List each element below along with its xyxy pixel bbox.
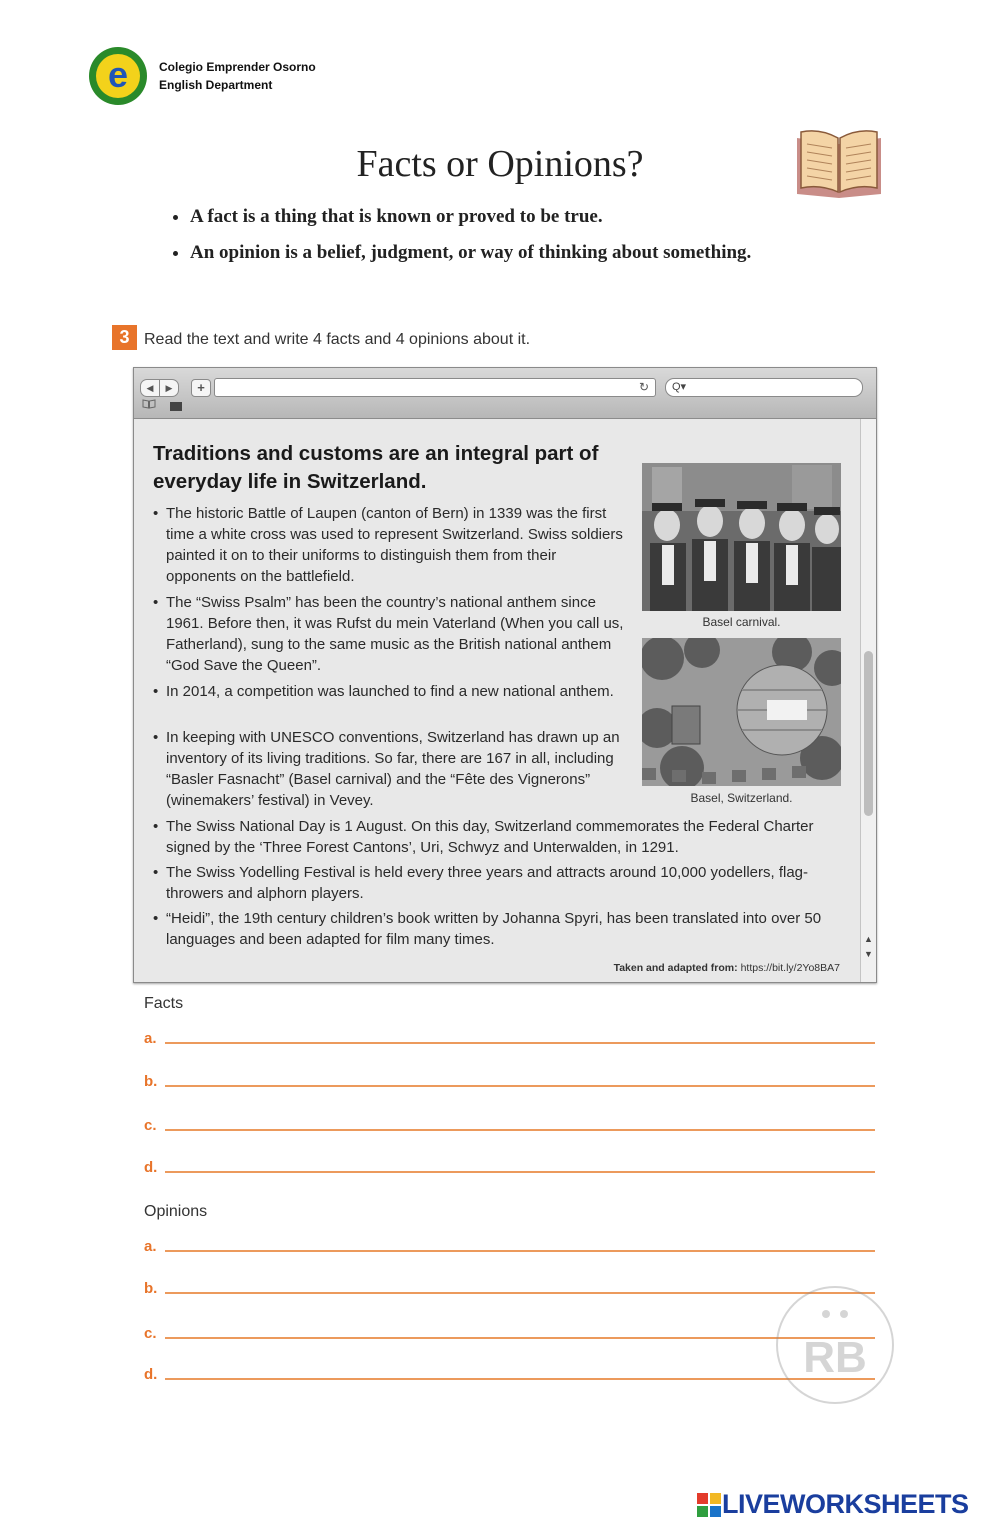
article-bullet: • In 2014, a competition was launched to find a new national anthem. bbox=[153, 683, 614, 700]
task-instruction: Read the text and write 4 facts and 4 opinions about it. bbox=[144, 331, 531, 348]
search-field[interactable] bbox=[665, 378, 863, 397]
browser-toolbar bbox=[134, 368, 876, 419]
facts-answer-line-a[interactable] bbox=[165, 1042, 875, 1044]
opinions-answer-line-a[interactable] bbox=[165, 1250, 875, 1252]
facts-answer-line-c[interactable] bbox=[165, 1129, 875, 1131]
photo-caption: Basel, Switzerland. bbox=[690, 791, 793, 805]
facts-label-a: a. bbox=[144, 1030, 157, 1047]
definition-fact: • A fact is a thing that is known or proved to be true. bbox=[190, 205, 751, 228]
liveworksheets-brand: LIVEWORKSHEETS bbox=[722, 1489, 969, 1519]
article-bullet: • The historic Battle of Laupen (canton of Bern) in 1339 was the first time a white cross was used to represent Switzerland. Swiss soldiers painted it on to their uniforms to distinguish them from their opponents on the battlefield. bbox=[153, 505, 623, 585]
opinions-label-a: a. bbox=[144, 1238, 157, 1255]
basel-carnival-photo bbox=[642, 463, 841, 611]
facts-label-d: d. bbox=[144, 1159, 158, 1176]
search-icon: Q▾ bbox=[672, 381, 687, 393]
opinions-answer-line-d[interactable] bbox=[165, 1378, 875, 1380]
source-link[interactable]: https://bit.ly/2Yo8BA7 bbox=[740, 962, 840, 974]
article-bullet: • The Swiss National Day is 1 August. On this day, Switzerland commemorates the Federal Charter signed by the ‘Three Forest Cantons’, Uri, Schwyz and Unterwalden, in 1291. bbox=[153, 818, 814, 856]
facts-heading: Facts bbox=[144, 995, 184, 1012]
reload-icon[interactable]: ↻ bbox=[638, 380, 649, 394]
browser-window bbox=[133, 367, 877, 983]
department-name: English Department bbox=[159, 78, 273, 92]
definition-opinion: • An opinion is a belief, judgment, or way of thinking about something. bbox=[190, 241, 751, 264]
tab-overview-icon[interactable] bbox=[170, 402, 182, 411]
facts-answer-line-d[interactable] bbox=[165, 1171, 875, 1173]
source-credit: Taken and adapted from: https://bit.ly/2Yo8BA7 bbox=[613, 962, 840, 974]
article-heading: Traditions and customs are an integral part of everyday life in Switzerland. bbox=[153, 442, 599, 493]
forward-button[interactable]: ▶ bbox=[159, 379, 179, 397]
liveworksheets-logo-icon bbox=[697, 1493, 721, 1517]
opinions-label-c: c. bbox=[144, 1325, 157, 1342]
scroll-down-arrow-icon[interactable]: ▼ bbox=[864, 949, 873, 959]
article-bullet: • The “Swiss Psalm” has been the country’s national anthem since 1961. Before then, it was Rufst du mein Vaterland (When you call us, Fatherland), sung to the same music as the British national anthem “God Save the Queen”. bbox=[153, 594, 624, 674]
opinions-label-d: d. bbox=[144, 1366, 158, 1383]
add-tab-button[interactable]: + bbox=[191, 379, 211, 397]
facts-label-b: b. bbox=[144, 1073, 158, 1090]
scrollbar-thumb[interactable] bbox=[864, 651, 873, 816]
svg-text:RB: RB bbox=[803, 1333, 867, 1382]
photo-caption: Basel carnival. bbox=[702, 615, 781, 629]
task-number-badge: 3 bbox=[112, 325, 137, 350]
school-logo-icon bbox=[88, 46, 148, 106]
opinions-answer-line-c[interactable] bbox=[165, 1337, 875, 1339]
opinions-heading: Opinions bbox=[144, 1203, 208, 1220]
opinions-label-b: b. bbox=[144, 1280, 158, 1297]
school-name: Colegio Emprender Osorno bbox=[159, 60, 316, 74]
back-button[interactable]: ◀ bbox=[140, 379, 160, 397]
address-bar[interactable] bbox=[214, 378, 656, 397]
definitions-list bbox=[160, 205, 751, 277]
svg-text:e: e bbox=[107, 54, 129, 95]
scrollbar[interactable] bbox=[860, 419, 876, 982]
article-bullet: • In keeping with UNESCO conventions, Switzerland has drawn up an inventory of its living traditions. So far, there are 167 in all, including “Basler Fasnacht” (Basel carnival) and the “Fête des Vignerons” (winemakers’ festival) in Vevey. bbox=[153, 729, 620, 809]
open-book-icon bbox=[794, 126, 884, 198]
bookmarks-icon[interactable] bbox=[142, 399, 156, 409]
scroll-up-arrow-icon[interactable]: ▲ bbox=[864, 934, 873, 944]
facts-answer-line-b[interactable] bbox=[165, 1085, 875, 1087]
page-title: Facts or Opinions? bbox=[356, 143, 644, 185]
opinions-answer-line-b[interactable] bbox=[165, 1292, 875, 1294]
basel-lantern-photo bbox=[642, 638, 841, 786]
facts-label-c: c. bbox=[144, 1117, 157, 1134]
article-bullet: • “Heidi”, the 19th century children’s book written by Johanna Spyri, has been translated into over 50 languages and been adapted for film many times. bbox=[153, 910, 822, 948]
ministry-watermark-icon bbox=[770, 1280, 900, 1410]
article-bullet: • The Swiss Yodelling Festival is held every three years and attracts around 10,000 yodellers, flag-throwers and alphorn players. bbox=[153, 864, 809, 902]
